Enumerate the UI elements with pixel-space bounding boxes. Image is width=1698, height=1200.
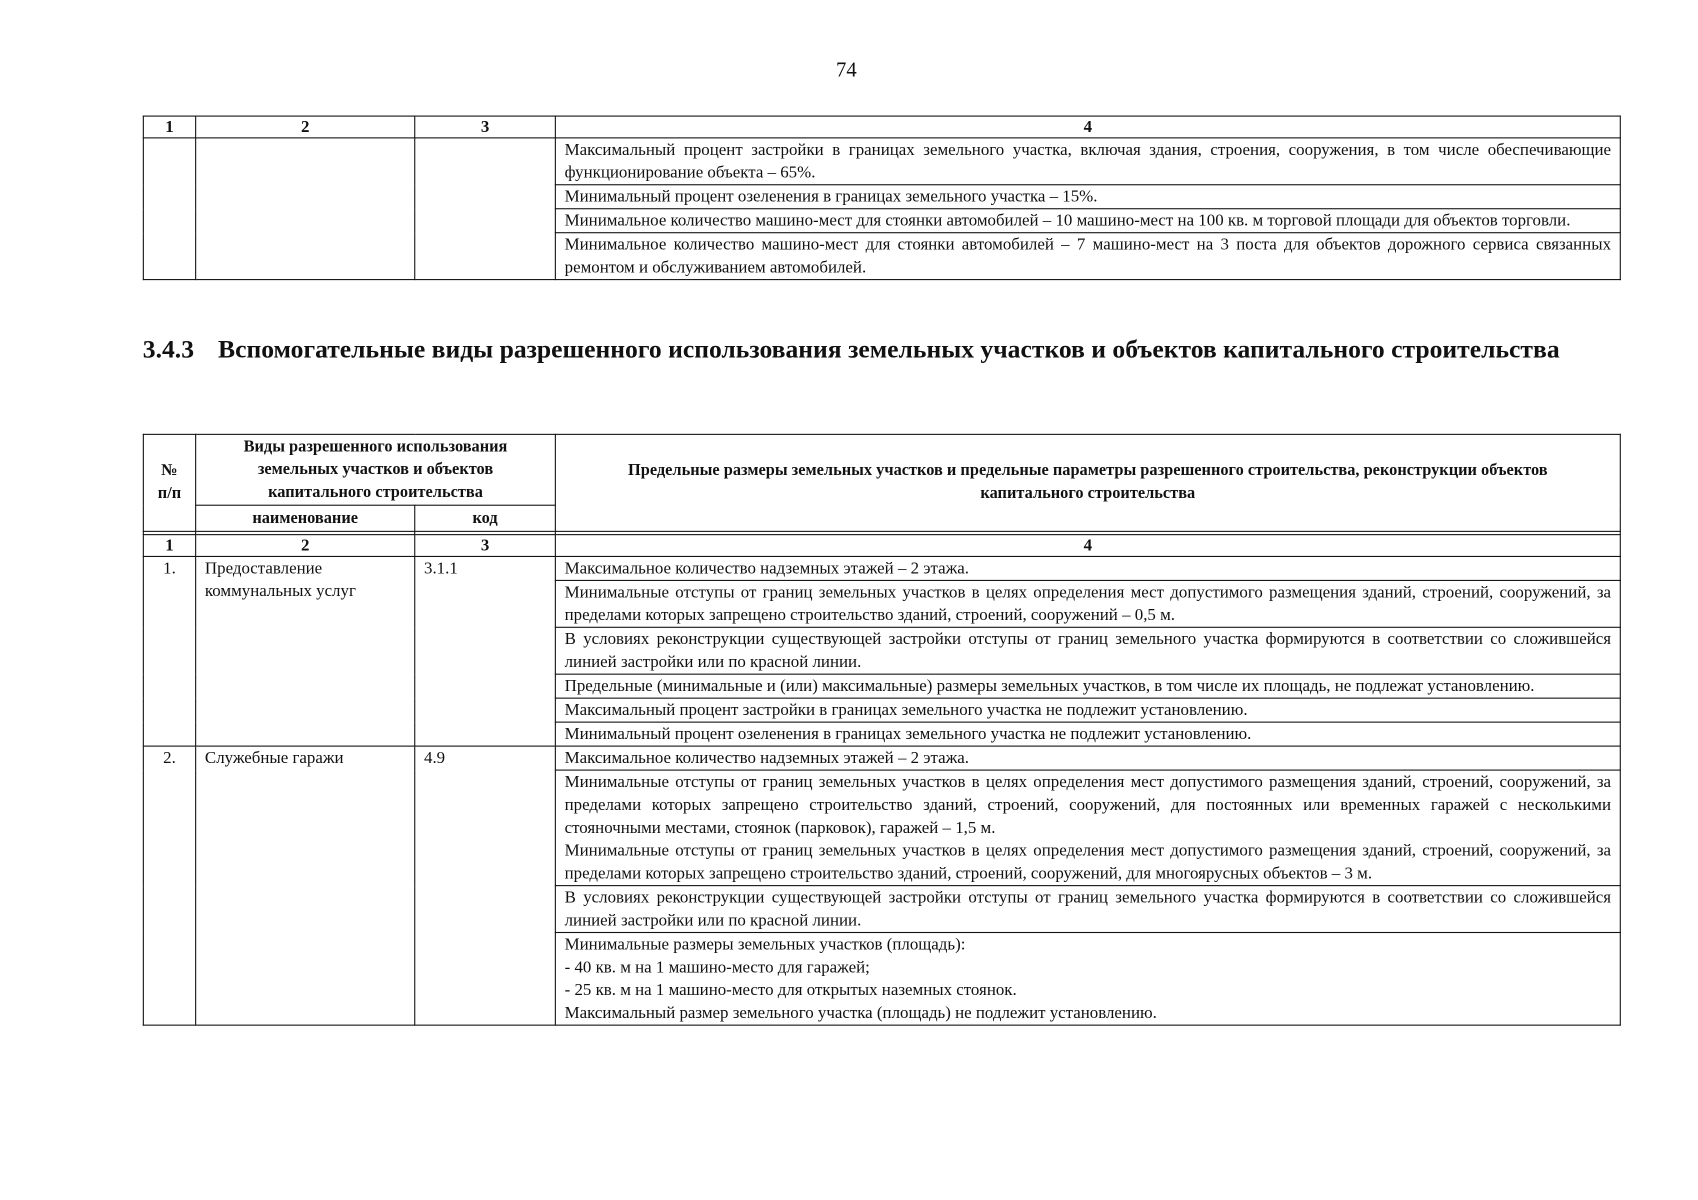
parameter-cell: Минимальное количество машино-мест для стоянки автомобилей – 7 машино-мест на 3 поста для объектов дорожного сервиса связанных ремонтом и обслуживанием автомобилей. [555, 233, 1620, 280]
parameter-cell: Максимальное количество надземных этажей – 2 этажа. [555, 746, 1620, 770]
section-number: 3.4.3 [142, 335, 195, 365]
permitted-use-table [143, 434, 1621, 1026]
use-name: Предоставление коммунальных услуг [196, 556, 415, 746]
parameter-cell: Минимальные отступы от границ земельных участков в целях определения мест допустимого размещения зданий, строений, сооружений, за пределами которых запрещено строительство зданий, строений, сооружений – 0,5 м. [555, 580, 1620, 627]
header-code: код [415, 505, 556, 531]
section-title: Вспомогательные виды разрешенного использования земельных участков и объектов капитального строительства [218, 335, 1560, 365]
parameter-text: - 40 кв. м на 1 машино-место для гаражей; [564, 958, 870, 977]
table-row [143, 138, 1620, 185]
table-row [143, 746, 1620, 770]
parameter-cell: Максимальный процент застройки в границах земельного участка не подлежит установлению. [555, 698, 1620, 722]
header-number: № п/п [143, 434, 195, 531]
row-number: 2. [143, 746, 195, 1025]
column-number: 3 [415, 116, 556, 138]
empty-cell [143, 138, 195, 280]
parameter-cell [555, 770, 1620, 886]
header-name: наименование [196, 505, 415, 531]
parameter-cell: В условиях реконструкции существующей застройки отступы от границ земельного участка формируются в соответствии со сложившейся линией застройки или по красной линии. [555, 886, 1620, 933]
column-number: 2 [196, 116, 415, 138]
header-limits: Предельные размеры земельных участков и предельные параметры разрешенного строительства, реконструкции объектов капитального строительства [555, 434, 1620, 531]
use-name: Служебные гаражи [196, 746, 415, 1025]
column-number-row [143, 116, 1620, 138]
parameter-cell: Максимальный процент застройки в границах земельного участка, включая здания, строения, сооружения, в том числе обеспечивающие функционирование объекта – 65%. [555, 138, 1620, 185]
column-number: 4 [555, 116, 1620, 138]
parameter-cell: Минимальный процент озеленения в границах земельного участка не подлежит установлению. [555, 722, 1620, 746]
continuation-table [143, 116, 1621, 281]
parameter-cell: Минимальный процент озеленения в границах земельного участка – 15%. [555, 185, 1620, 209]
parameter-text: Максимальный размер земельного участка (площадь) не подлежит установлению. [564, 1003, 1157, 1023]
empty-cell [196, 138, 415, 280]
parameter-text: Минимальные размеры земельных участков (площадь): [564, 935, 966, 954]
parameter-cell: Максимальное количество надземных этажей – 2 этажа. [555, 556, 1620, 580]
parameter-cell: Предельные (минимальные и (или) максимальные) размеры земельных участков, в том числе их площадь, не подлежат установлению. [555, 674, 1620, 698]
column-number: 1 [143, 535, 195, 557]
row-number: 1. [143, 556, 195, 746]
parameter-text: Минимальные отступы от границ земельных участков в целях определения мест допустимого размещения зданий, строений, сооружений, за пределами которых запрещено строительство зданий, строений, сооружений, для многоярусных объектов – 3 м. [564, 841, 1612, 883]
parameter-text: - 25 кв. м на 1 машино-место для открытых наземных стоянок. [564, 981, 1017, 1000]
parameter-cell [555, 932, 1620, 1025]
page-number: 74 [836, 58, 857, 82]
column-number: 3 [415, 535, 556, 557]
empty-cell [415, 138, 556, 280]
header-row [143, 434, 1620, 505]
header-types: Виды разрешенного использования земельных участков и объектов капитального строительства [196, 434, 556, 505]
column-number: 1 [143, 116, 195, 138]
column-number-row [143, 535, 1620, 557]
use-code: 3.1.1 [415, 556, 556, 746]
parameter-text: Минимальные отступы от границ земельных участков в целях определения мест допустимого размещения зданий, строений, сооружений, за пределами которых запрещено строительство зданий, строений, сооружений, для постоянных или временных гаражей с несколькими стояночными местами, стоянок (парковок), гаражей – 1,5 м. [564, 772, 1612, 838]
parameter-cell: Минимальное количество машино-мест для стоянки автомобилей – 10 машино-мест на 100 кв. м торговой площади для объектов торговли. [555, 209, 1620, 233]
parameter-cell: В условиях реконструкции существующей застройки отступы от границ земельного участка формируются в соответствии со сложившейся линией застройки или по красной линии. [555, 627, 1620, 674]
use-code: 4.9 [415, 746, 556, 1025]
column-number: 2 [196, 535, 415, 557]
column-number: 4 [555, 535, 1620, 557]
table-row [143, 556, 1620, 580]
